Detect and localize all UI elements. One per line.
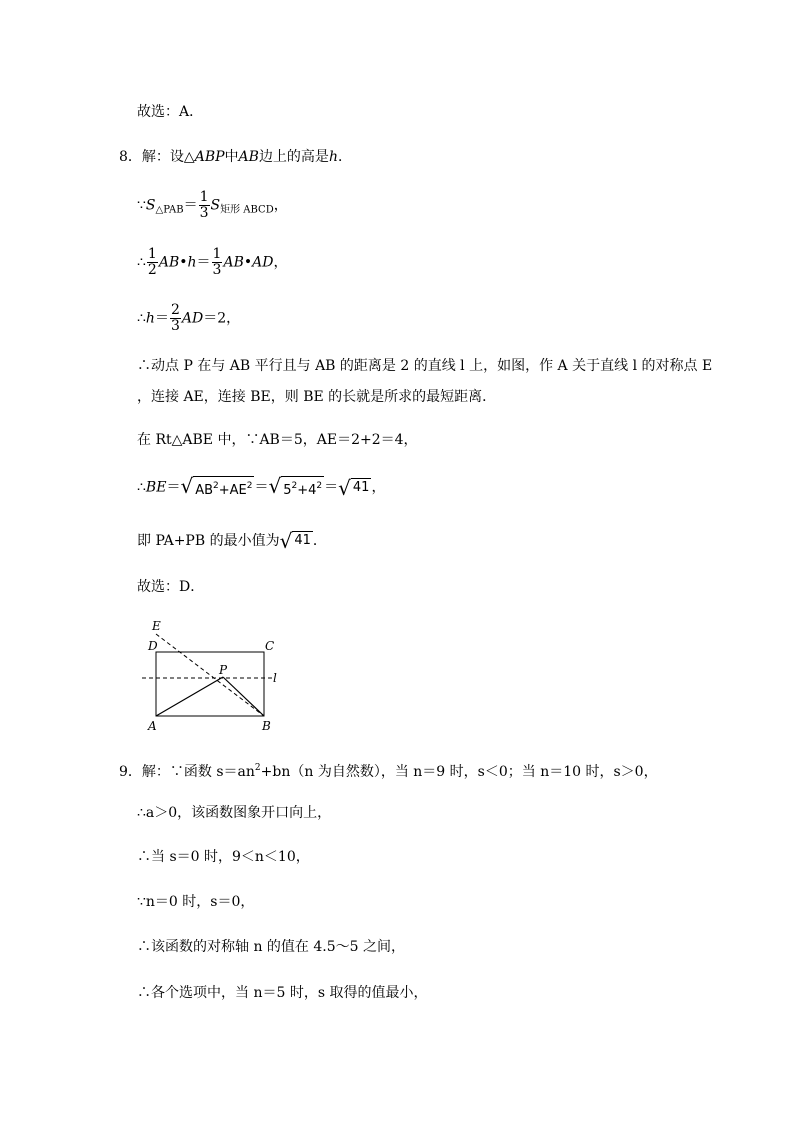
label-c: C: [265, 639, 275, 653]
sqrt-ab-ae: √ $AB^2+AE^2$: [180, 474, 253, 498]
segment-pb: [223, 677, 264, 716]
minimum-value-line: 即 PA+PB 的最小值为 √ 41 ．: [137, 529, 327, 553]
height-value-line: ∴h＝ $\frac{2}{3}$ AD＝2，: [137, 302, 241, 334]
origin-line: ∵n＝0 时，s＝0，: [137, 894, 255, 910]
area-relation-line: $\because S_{\triangle PAB}=$ $\frac{1}{3}$ $S_{矩形 ABCD}$，: [137, 189, 288, 221]
label-e: E: [152, 619, 161, 633]
label-l: l: [273, 671, 277, 685]
moving-point-line: ∴动点 P 在与 AB 平行且与 AB 的距离是 2 的直线 l 上，如图，作 A 关于直线 l 的对称点 E: [137, 358, 713, 374]
geometry-figure: [140, 614, 285, 734]
sqrt-41-result: √ 41: [279, 529, 311, 553]
fraction-two-thirds: $\frac{2}{3}$: [170, 302, 180, 334]
label-b: B: [262, 719, 271, 733]
right-triangle-line: 在 Rt△ABE 中，∵AB＝5，AE＝2+2＝4，: [137, 432, 418, 448]
label-p: P: [219, 663, 228, 677]
sqrt-41: √ 41: [338, 475, 370, 500]
problem-8-heading: 8．解：设△ABP中AB边上的高是h．: [119, 149, 352, 165]
zero-range-line: ∴当 s＝0 时，9＜n＜10，: [137, 849, 310, 865]
minimum-option-line: ∴各个选项中，当 n＝5 时，s 取得的值最小，: [137, 985, 428, 1001]
fraction-one-half: $\frac{1}{2}$: [147, 246, 157, 278]
be-length-line: ∴BE＝ √ $AB^2+AE^2$ ＝ √ $5^2+4^2$ ＝ √ 41 ，: [137, 474, 386, 500]
connect-line: ，连接 AE，连接 BE，则 BE 的长就是所求的最短距离．: [137, 389, 497, 405]
sqrt-five-four: √ $5^2+4^2$: [268, 474, 323, 498]
opens-upward-line: ∴a＞0，该函数图象开口向上，: [137, 805, 332, 821]
label-d: D: [148, 639, 158, 653]
axis-range-line: ∴该函数的对称轴 n 的值在 4.5～5 之间，: [137, 939, 405, 955]
fraction-one-third: $\frac{1}{3}$: [199, 189, 209, 221]
segment-ap: [156, 677, 223, 716]
answer-line-7: 故选：A．: [137, 104, 204, 120]
area-equation-line: ∴ $\frac{1}{2}$ AB•h＝ $\frac{1}{3}$ AB•AD，: [137, 246, 288, 278]
segment-eb: [156, 634, 264, 716]
fraction-one-third-2: $\frac{1}{3}$: [212, 246, 222, 278]
problem-9-heading: 9．解：∵函数 $s=an^2+bn(n$ 为自然数），当 n＝9 时，s＜0；当 n＝10 时，s＞0，: [119, 763, 658, 780]
answer-line-8: 故选：D．: [137, 579, 205, 595]
label-a: A: [148, 719, 157, 733]
